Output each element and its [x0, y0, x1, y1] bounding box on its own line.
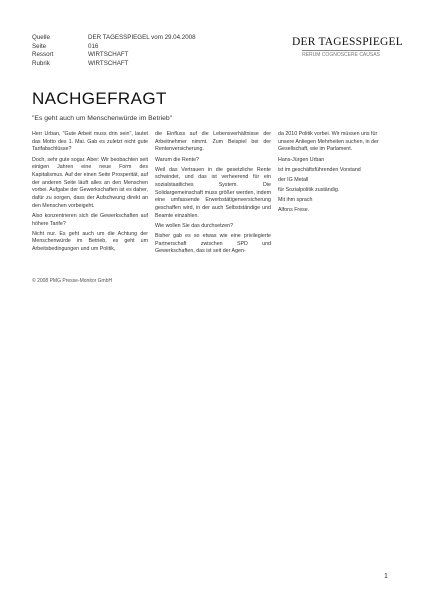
answer: die Einfluss auf die Lebensverhältnisse der Arbeitnehmer nimmt. Zum Beispiel bei der Rentenversicherung.: [155, 131, 271, 153]
interviewer-name: Alfons Frese.: [278, 206, 310, 213]
interviewee-bio: ist im geschäftsführenden Vorstand: [278, 166, 361, 173]
logo-crest: RERUM COGNOSCERE CAUSAS: [302, 52, 380, 58]
copyright-notice: © 2008 PMG Presse-Monitor GmbH: [32, 278, 113, 284]
article-column-1: [32, 131, 148, 256]
answer: da 2010 Politik vorbei. Wir müssen uns für unsere Anliegen Mehrheiten suchen, in der Gesellschaft, wie im Parlament.: [278, 131, 379, 153]
logo-rule: [302, 50, 380, 51]
meta-key: Quelle: [32, 34, 50, 41]
headline: NACHGEFRAGT: [32, 89, 167, 108]
source-metadata: [32, 34, 196, 68]
question: Warum die Rente?: [155, 156, 199, 163]
meta-value: WIRTSCHAFT: [88, 59, 129, 67]
logo-text: DER TAGESSPIEGEL: [292, 36, 404, 48]
interviewee-name: Hans-Jürgen Urban: [278, 156, 325, 163]
interviewer-credit: Mit ihm sprach: [278, 196, 313, 203]
question: Wie wollen Sie das durchsetzen?: [155, 222, 234, 229]
answer: Nicht nur. Es geht auch um die Achtung der Menschenwürde im Betrieb, es geht um Arbeitsbedingungen und um Politik,: [32, 230, 148, 253]
meta-row-section: [32, 51, 196, 60]
answer: Doch, sehr gute sogar. Aber: Wir beobachten seit einigen Jahren eine neue Form des Kapitalismus. Auf der einen Seite Prosperität, auf der anderen Seite läuft alles an den Menschen vorbei. Aufgabe der Gewerkschaften ist es daher, dafür zu sorgen, dass der Aufschwung direkt an den Menschen vorbeigeht.: [32, 156, 148, 209]
meta-value: 016: [88, 42, 99, 50]
newspaper-logo: [292, 36, 404, 58]
meta-row-page: [32, 43, 196, 52]
answer: Weil das Vertrauen in die gesetzliche Rente schwindet, und das ist verheerend für ein sozialstaatliches System. Die Solidargemeinschaft muss größer werden, indem eine umfassende Erwerbstätigenversicherung geschaffen wird, in der auch Selbstständige und Beamte einzahlen.: [155, 166, 271, 219]
article-column-3: [278, 131, 394, 217]
meta-key: Rubrik: [32, 59, 50, 67]
interviewee-bio: der IG Metall: [278, 176, 309, 183]
page-number: 1: [384, 573, 388, 580]
meta-key: Seite: [32, 42, 47, 50]
question: Also konzentrieren sich die Gewerkschaften auf höhere Tarife?: [32, 212, 148, 227]
article-column-2: [155, 131, 271, 259]
question: Herr Urban, "Gute Arbeit muss drin sein", lautet das Motto des 1. Mai. Gab es zuletzt nicht gute Tarifabschlüsse?: [32, 131, 148, 153]
meta-key: Ressort: [32, 51, 54, 59]
answer: Bisher gab es so etwas wie eine privilegierte Partnerschaft zwischen SPD und Gewerkschaften, das ist seit der Agen-: [155, 233, 271, 255]
meta-row-rubric: [32, 60, 196, 69]
meta-value: WIRTSCHAFT: [88, 51, 129, 59]
meta-row-source: [32, 34, 196, 43]
subheadline: "Es geht auch um Menschenwürde im Betrieb": [32, 115, 173, 122]
interviewee-bio: für Sozialpolitik zuständig.: [278, 186, 340, 193]
meta-value: DER TAGESSPIEGEL vom 29.04.2008: [88, 34, 196, 41]
